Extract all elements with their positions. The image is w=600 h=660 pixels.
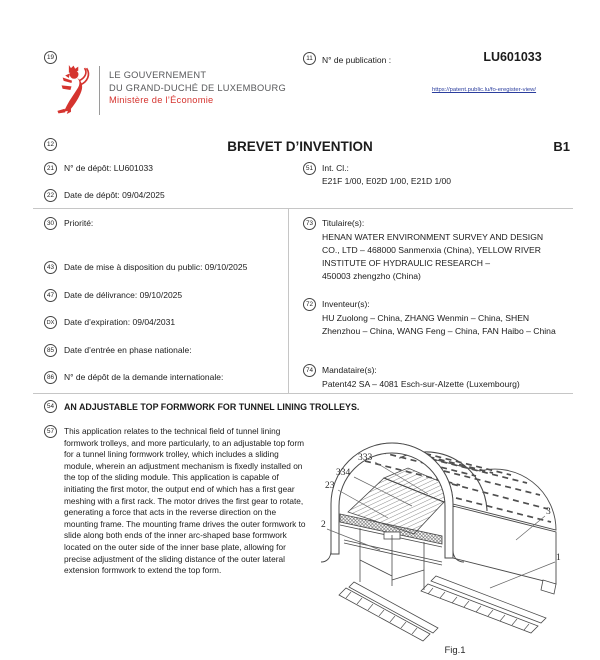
inventors-label: Inventeur(s):	[322, 299, 370, 309]
gov-line-1: LE GOUVERNEMENT	[109, 70, 207, 80]
inid-code-22: 22	[44, 189, 57, 202]
holders-line-tail: 450003 zhengzho (China)	[322, 271, 421, 281]
grant-date: Date de délivrance: 09/10/2025	[64, 290, 183, 300]
inid-code-47: 47	[44, 289, 57, 302]
document-type-title: BREVET D’INVENTION	[227, 139, 373, 154]
figure-label-2: 2	[321, 520, 326, 530]
inid-code-57: 57	[44, 425, 57, 438]
inid-code-dx: DX	[44, 316, 57, 329]
logo-divider	[99, 66, 100, 115]
inid-code-43: 43	[44, 261, 57, 274]
inid-code-86: 86	[44, 371, 57, 384]
luxembourg-lion-emblem	[53, 64, 91, 114]
inid-code-72: 72	[303, 298, 316, 311]
gov-line-2: DU GRAND-DUCHÉ DE LUXEMBOURG	[109, 82, 286, 93]
holders-label: Titulaire(s):	[322, 218, 365, 228]
fig1-drawing	[318, 432, 592, 660]
figure-label-1: 1	[556, 553, 561, 563]
deposit-number: N° de dépôt: LU601033	[64, 163, 153, 173]
figure-caption: Fig.1	[444, 645, 466, 656]
figure-label-334: 334	[336, 468, 351, 478]
kind-code: B1	[553, 139, 570, 154]
priority-field: Priorité:	[64, 218, 94, 228]
figure-label-23: 23	[325, 481, 335, 491]
left-leg-foot	[321, 550, 331, 562]
int-cl-value: E21F 1/00, E02D 1/00, E21D 1/00	[322, 176, 452, 186]
expiration-date: Date d’expiration: 09/04/2031	[64, 317, 176, 327]
agent-value: Patent42 SA – 4081 Esch-sur-Alzette (Luxembourg)	[322, 379, 520, 389]
table-bottom-rule	[33, 393, 573, 394]
inid-code-12: 12	[44, 138, 57, 151]
eregister-link[interactable]: https://patent.public.lu/fo-eregister-view/	[431, 87, 537, 93]
agent-label: Mandataire(s):	[322, 365, 377, 375]
inventors-value: HU Zuolong – China, ZHANG Wenmin – China, SHEN Zhenzhou – China, WANG Feng – China, FAN Haibo – China	[322, 313, 556, 336]
table-column-divider	[288, 208, 289, 394]
base-rails	[339, 576, 546, 641]
inid-code-19: 19	[44, 51, 57, 64]
holders-line-main: HENAN WATER ENVIRONMENT SURVEY AND DESIGN CO., LTD – 468000 Sanmenxia (China), YELLOW RIVER INSTITUTE OF HYDRAULIC RESEARCH –	[322, 232, 544, 268]
inid-code-51: 51	[303, 162, 316, 175]
inid-code-54: 54	[44, 400, 57, 413]
inid-code-11: 11	[303, 52, 316, 65]
inid-code-74: 74	[303, 364, 316, 377]
international-application-number: N° de dépôt de la demande internationale:	[64, 372, 224, 382]
inid-code-85: 85	[44, 344, 57, 357]
national-phase-entry-date: Date d’entrée en phase nationale:	[64, 345, 192, 355]
inid-code-73: 73	[303, 217, 316, 230]
invention-title: AN ADJUSTABLE TOP FORMWORK FOR TUNNEL LINING TROLLEYS.	[64, 402, 360, 412]
holders-value	[322, 231, 562, 283]
table-top-rule	[33, 208, 573, 209]
deposit-date: Date de dépôt: 09/04/2025	[64, 190, 165, 200]
government-wordmark	[109, 69, 286, 107]
publication-number-label: N° de publication :	[322, 55, 392, 65]
publication-number: LU601033	[483, 50, 542, 64]
figure-label-333: 333	[358, 453, 373, 463]
gov-line-3-ministere: Ministère de l’Économie	[109, 95, 214, 106]
inid-code-30: 30	[44, 217, 57, 230]
abstract-text: This application relates to the technical field of tunnel lining formwork trolleys, and more particularly, to an adjustable top form for a tunnel lining formwork trolley, which includes a sliding module, wherein an adjustment mechanism is fixedly installed on the top of the sliding module. This application is capable of initiating the first motor, the output end of which has a first gear meshing with a first rack. The motor drives the first gear to rotate, generating a force that acts in the reverse direction on the mounting frame. The mounting frame drives the outer formwork to slide along both ends of the inner arc-shaped base formwork located on the outer side of the inner base plate, allowing for precise adjustment of the sliding distance of the outer lateral extension formwork to extend the top form.	[64, 426, 306, 576]
inid-code-21: 21	[44, 162, 57, 175]
figure-label-3: 3	[546, 507, 551, 517]
public-availability-date: Date de mise à disposition du public: 09/10/2025	[64, 262, 248, 272]
int-cl-label: Int. Cl.:	[322, 163, 349, 173]
